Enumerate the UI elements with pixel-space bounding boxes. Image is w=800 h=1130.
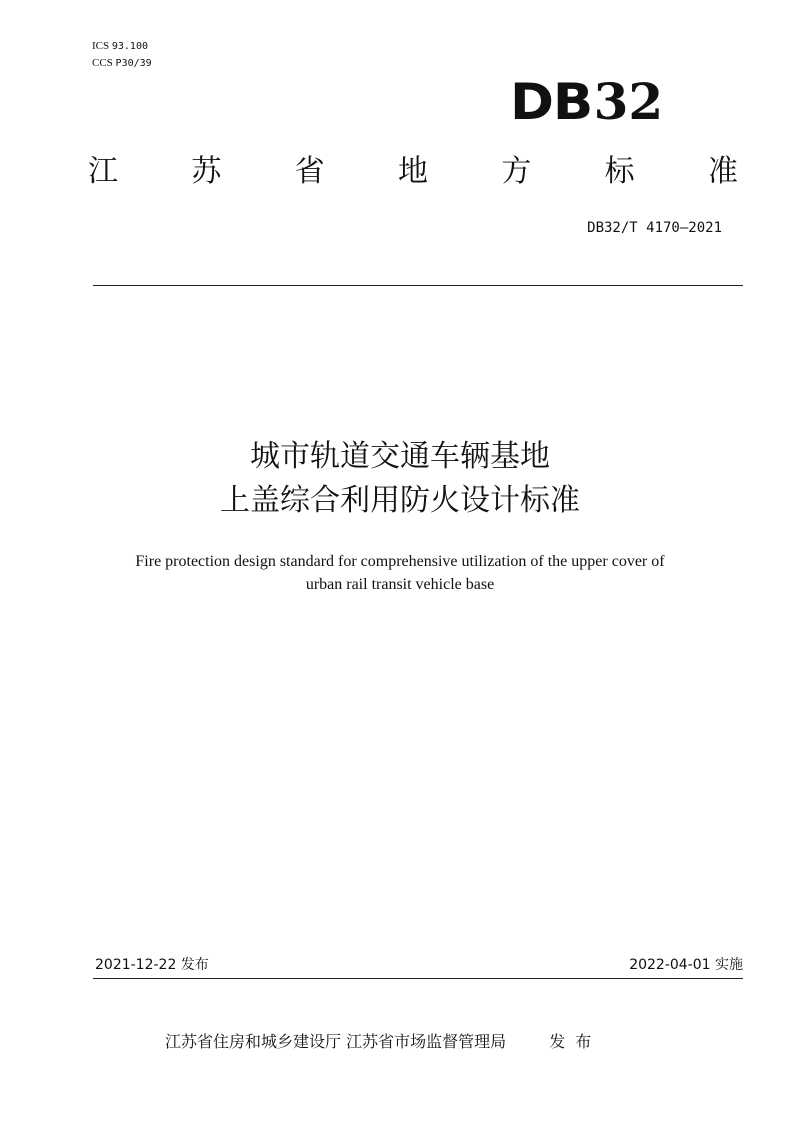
- db32-logo: [510, 74, 690, 130]
- ics-code: 93.100: [111, 41, 148, 52]
- standard-number: DB32/T 4170—2021: [587, 220, 722, 236]
- title-chinese-line-1: 城市轨道交通车辆基地: [250, 439, 550, 474]
- ics-classification: [92, 39, 148, 54]
- ccs-classification: [92, 56, 152, 71]
- authority-title-char: 标: [604, 154, 635, 189]
- authority-title-char: 苏: [191, 154, 222, 189]
- issuing-authorities: 江苏省住房和城乡建设厅 江苏省市场监督管理局: [165, 1032, 507, 1051]
- publishers-line: [165, 1031, 601, 1053]
- title-english-line-1: Fire protection design standard for comprehensive utilization of the upper cover of: [135, 553, 665, 570]
- title-chinese-line-2: 上盖综合利用防火设计标准: [220, 483, 580, 518]
- authority-title: [88, 152, 738, 192]
- authority-title-char: 省: [294, 154, 325, 189]
- publish-label: 发布: [549, 1032, 602, 1051]
- db-logo-number: 32: [593, 72, 664, 131]
- db-logo-letters: DB: [510, 73, 593, 131]
- authority-title-char: 地: [397, 154, 428, 189]
- authority-title-char: 准: [707, 154, 738, 189]
- issue-date: 2021-12-22 发布: [95, 957, 209, 973]
- top-divider: [93, 285, 743, 286]
- authority-title-char: 方: [501, 154, 532, 189]
- title-english-line-2: urban rail transit vehicle base: [305, 576, 495, 593]
- bottom-divider: [93, 978, 743, 979]
- ccs-code: P30/39: [115, 58, 152, 69]
- authority-title-char: 江: [88, 154, 118, 189]
- implementation-date: 2022-04-01 实施: [629, 957, 743, 973]
- ics-label: ICS: [92, 40, 110, 52]
- ccs-label: CCS: [92, 57, 113, 69]
